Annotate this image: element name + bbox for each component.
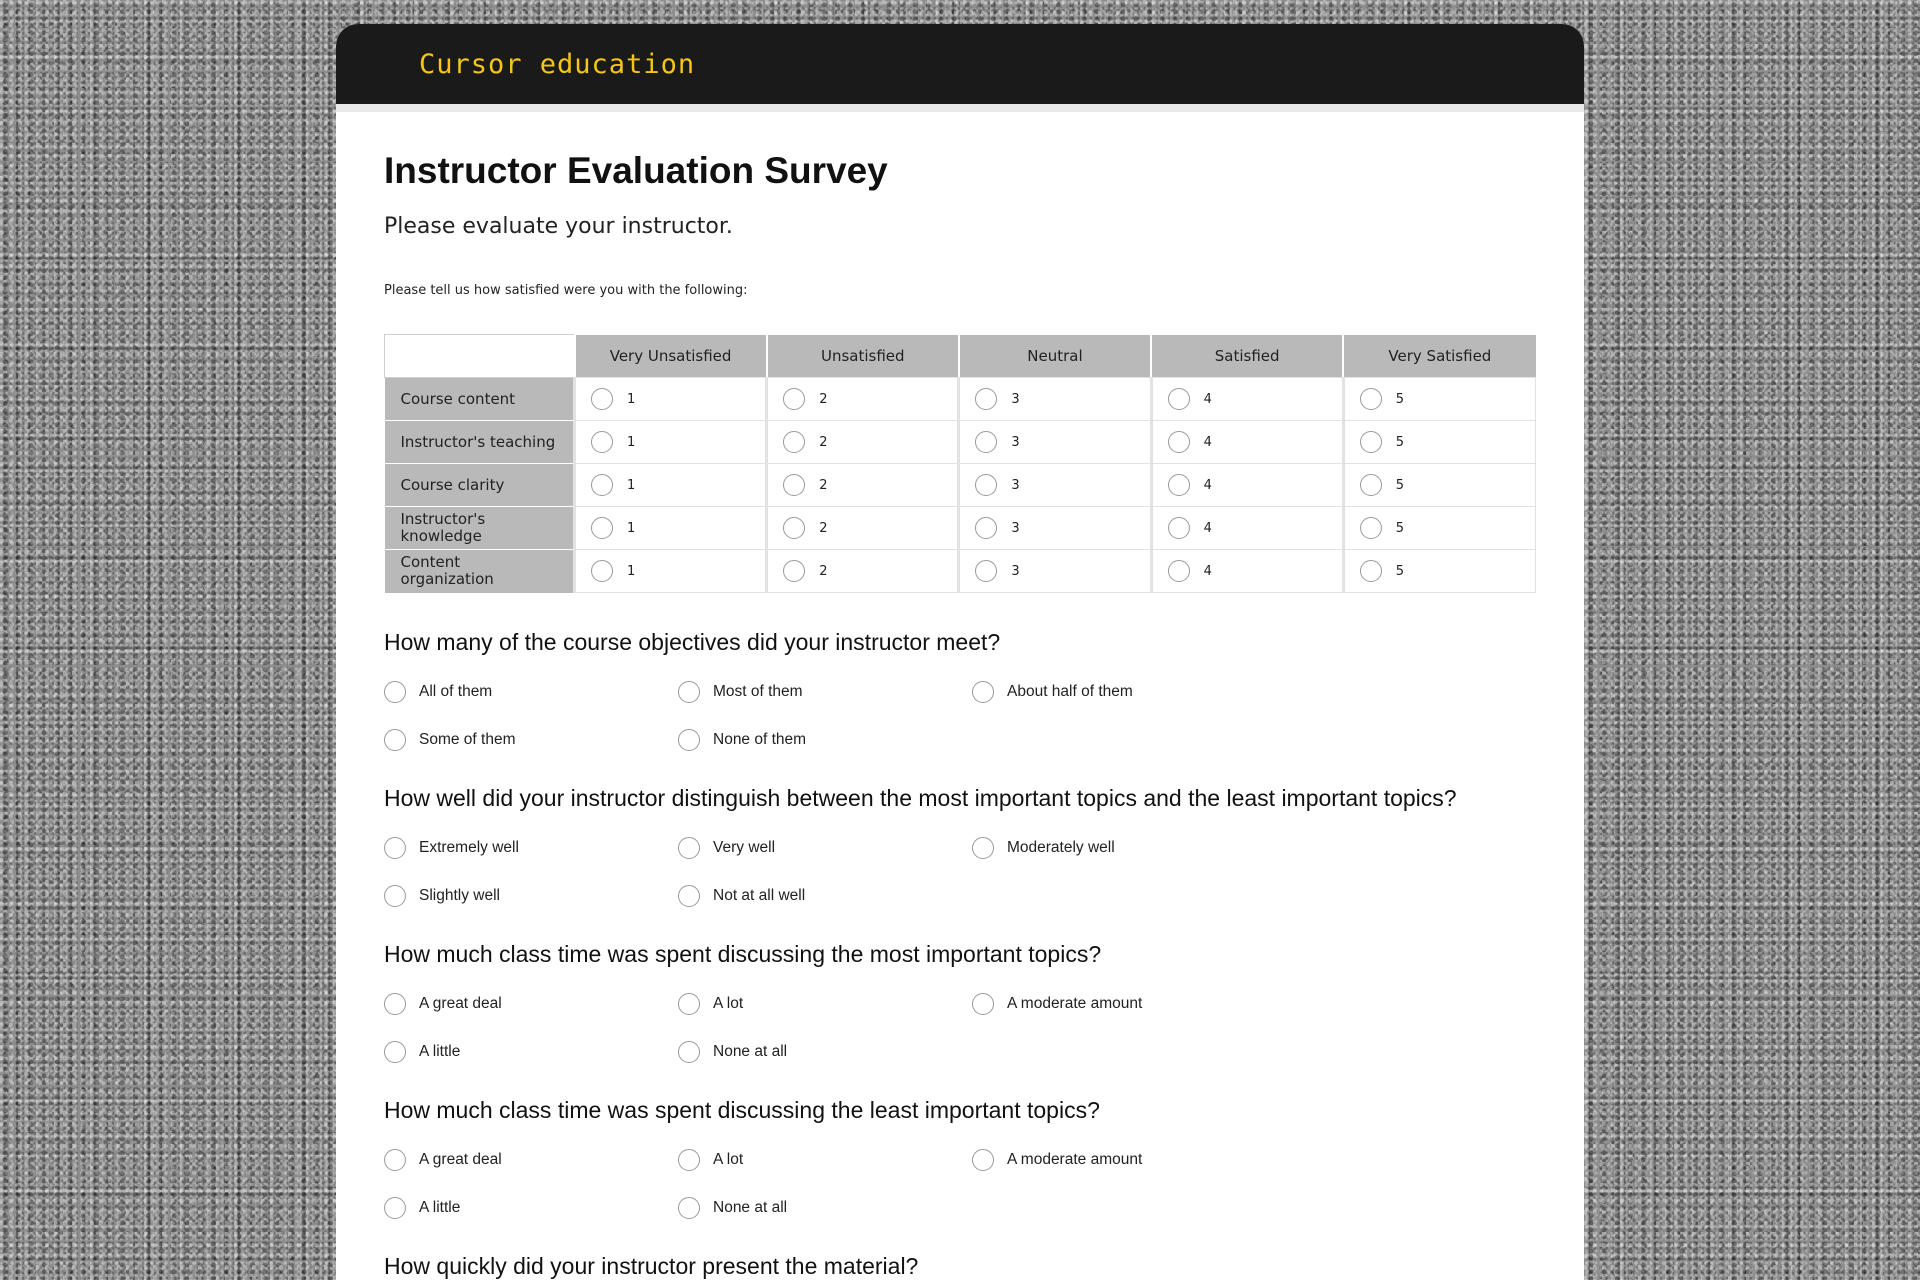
radio-button[interactable] <box>975 388 997 410</box>
matrix-cell[interactable] <box>1151 378 1343 421</box>
option-group <box>384 836 1536 907</box>
question-text: How many of the course objectives did your instructor meet? <box>384 629 1001 655</box>
matrix-cell[interactable] <box>767 464 959 507</box>
radio-button[interactable] <box>384 729 406 751</box>
radio-button[interactable] <box>1168 474 1190 496</box>
answer-option[interactable] <box>972 836 1266 859</box>
option-label[interactable]: None at all <box>713 1042 788 1060</box>
matrix-cell[interactable] <box>959 550 1151 593</box>
option-label[interactable]: None of them <box>713 730 807 748</box>
answer-option[interactable] <box>678 884 972 907</box>
option-label[interactable]: Most of them <box>713 682 803 700</box>
matrix-cell[interactable] <box>959 507 1151 550</box>
option-group <box>384 1148 1536 1219</box>
matrix-row <box>385 550 1536 593</box>
answer-option[interactable] <box>678 836 972 859</box>
rating-value: 3 <box>1011 563 1020 579</box>
rating-value: 4 <box>1203 563 1212 579</box>
rating-value: 5 <box>1395 563 1405 579</box>
answer-option[interactable] <box>384 992 678 1015</box>
rating-value: 4 <box>1203 520 1212 536</box>
radio-button[interactable] <box>591 474 613 496</box>
matrix-cell[interactable] <box>1151 550 1343 593</box>
matrix-cell[interactable] <box>1151 421 1343 464</box>
question-text: How quickly did your instructor present the material? <box>384 1253 919 1279</box>
option-label[interactable]: A lot <box>713 994 744 1012</box>
matrix-cell[interactable] <box>575 421 767 464</box>
header-divider <box>336 104 1584 112</box>
radio-button[interactable] <box>972 681 994 703</box>
satisfaction-matrix <box>384 334 1536 593</box>
matrix-column-header: Satisfied <box>1151 335 1343 378</box>
option-label[interactable]: About half of them <box>1007 682 1133 700</box>
radio-button[interactable] <box>972 993 994 1015</box>
matrix-cell[interactable] <box>1343 378 1535 421</box>
matrix-row <box>385 464 1536 507</box>
radio-button[interactable] <box>1360 474 1382 496</box>
option-group <box>384 680 1536 751</box>
rating-value: 5 <box>1395 477 1405 493</box>
matrix-cell[interactable] <box>1343 550 1535 593</box>
option-label[interactable]: Extremely well <box>419 838 519 856</box>
rating-value: 3 <box>1011 391 1020 407</box>
matrix-row <box>385 421 1536 464</box>
radio-button[interactable] <box>384 885 406 907</box>
radio-button[interactable] <box>1360 431 1382 453</box>
matrix-row-label: Course clarity <box>385 464 575 507</box>
matrix-cell[interactable] <box>767 550 959 593</box>
answer-option[interactable] <box>972 1148 1266 1171</box>
matrix-column-header: Neutral <box>959 335 1151 378</box>
rating-value: 3 <box>1011 434 1020 450</box>
answer-option[interactable] <box>972 992 1266 1015</box>
answer-option[interactable] <box>384 1196 678 1219</box>
answer-option[interactable] <box>678 728 972 751</box>
rating-value: 2 <box>819 391 828 407</box>
question-text: How much class time was spent discussing the most important topics? <box>384 941 1102 967</box>
radio-button[interactable] <box>384 681 406 703</box>
page-subtitle: Please evaluate your instructor. <box>384 214 733 239</box>
radio-button[interactable] <box>975 474 997 496</box>
matrix-cell[interactable] <box>575 464 767 507</box>
radio-button[interactable] <box>975 560 997 582</box>
matrix-row-label: Content organization <box>385 550 575 593</box>
rating-value: 3 <box>1011 520 1020 536</box>
answer-option[interactable] <box>384 1148 678 1171</box>
header-bar <box>336 24 1584 104</box>
radio-button[interactable] <box>591 517 613 539</box>
radio-button[interactable] <box>678 837 700 859</box>
option-label[interactable]: A great deal <box>419 994 502 1012</box>
radio-button[interactable] <box>384 1041 406 1063</box>
option-group <box>384 992 1536 1063</box>
option-label[interactable]: Moderately well <box>1007 838 1115 856</box>
radio-button[interactable] <box>384 1149 406 1171</box>
rating-value: 4 <box>1203 391 1212 407</box>
answer-option[interactable] <box>678 1040 972 1063</box>
radio-button[interactable] <box>678 729 700 751</box>
matrix-row-label: Instructor's knowledge <box>385 507 575 550</box>
rating-value: 2 <box>819 563 828 579</box>
option-label[interactable]: Very well <box>713 838 776 856</box>
matrix-row <box>385 378 1536 421</box>
option-label[interactable]: A little <box>419 1042 461 1060</box>
rating-value: 1 <box>627 391 636 407</box>
radio-button[interactable] <box>678 681 700 703</box>
matrix-cell[interactable] <box>959 378 1151 421</box>
rating-value: 4 <box>1203 434 1212 450</box>
rating-value: 5 <box>1395 391 1405 407</box>
page-title: Instructor Evaluation Survey <box>384 150 888 191</box>
rating-value: 1 <box>627 477 636 493</box>
matrix-corner <box>385 335 575 378</box>
radio-button[interactable] <box>384 837 406 859</box>
survey-card <box>336 24 1584 1280</box>
matrix-instruction: Please tell us how satisfied were you with the following: <box>384 283 748 298</box>
radio-button[interactable] <box>384 1197 406 1219</box>
radio-button[interactable] <box>591 431 613 453</box>
option-label[interactable]: All of them <box>419 682 493 700</box>
matrix-header-row <box>385 335 1536 378</box>
answer-option[interactable] <box>972 680 1266 703</box>
option-label[interactable]: A moderate amount <box>1007 1150 1143 1168</box>
option-label[interactable]: Slightly well <box>419 886 500 904</box>
option-label[interactable]: Some of them <box>419 730 516 748</box>
question-text: How well did your instructor distinguish between the most important topics and the least important topics? <box>384 785 1457 811</box>
matrix-row-label: Course content <box>385 378 575 421</box>
option-label[interactable]: A lot <box>713 1150 744 1168</box>
rating-value: 1 <box>627 563 636 579</box>
answer-option[interactable] <box>678 1148 972 1171</box>
radio-button[interactable] <box>1360 517 1382 539</box>
answer-option[interactable] <box>384 836 678 859</box>
radio-button[interactable] <box>591 560 613 582</box>
radio-button[interactable] <box>783 431 805 453</box>
matrix-cell[interactable] <box>1151 464 1343 507</box>
radio-button[interactable] <box>1168 560 1190 582</box>
radio-button[interactable] <box>678 1149 700 1171</box>
rating-value: 5 <box>1395 434 1405 450</box>
matrix-cell[interactable] <box>575 507 767 550</box>
answer-option[interactable] <box>384 884 678 907</box>
matrix-cell[interactable] <box>575 550 767 593</box>
rating-value: 4 <box>1203 477 1212 493</box>
radio-button[interactable] <box>975 517 997 539</box>
radio-button[interactable] <box>972 1149 994 1171</box>
rating-value: 2 <box>819 477 828 493</box>
matrix-cell[interactable] <box>767 421 959 464</box>
matrix-cell[interactable] <box>959 421 1151 464</box>
option-label[interactable]: A great deal <box>419 1150 502 1168</box>
matrix-column-header: Very Unsatisfied <box>575 335 767 378</box>
option-label[interactable]: A moderate amount <box>1007 994 1143 1012</box>
rating-value: 3 <box>1011 477 1020 493</box>
rating-value: 2 <box>819 434 828 450</box>
survey-content <box>336 112 1584 1280</box>
matrix-cell[interactable] <box>1343 464 1535 507</box>
option-label[interactable]: None at all <box>713 1198 788 1216</box>
matrix-cell[interactable] <box>575 378 767 421</box>
question-text: How much class time was spent discussing the least important topics? <box>384 1097 1100 1123</box>
radio-button[interactable] <box>678 1041 700 1063</box>
radio-button[interactable] <box>972 837 994 859</box>
answer-option[interactable] <box>384 680 678 703</box>
radio-button[interactable] <box>783 560 805 582</box>
radio-button[interactable] <box>783 474 805 496</box>
rating-value: 5 <box>1395 520 1405 536</box>
answer-option[interactable] <box>678 680 972 703</box>
radio-button[interactable] <box>975 431 997 453</box>
radio-button[interactable] <box>678 1197 700 1219</box>
matrix-cell[interactable] <box>1343 507 1535 550</box>
brand-logo-text[interactable]: Cursor education <box>419 48 696 80</box>
question-list <box>384 629 1536 1280</box>
rating-value: 1 <box>627 434 636 450</box>
option-label[interactable]: A little <box>419 1198 461 1216</box>
answer-option[interactable] <box>384 1040 678 1063</box>
matrix-column-header: Very Satisfied <box>1343 335 1535 378</box>
radio-button[interactable] <box>384 993 406 1015</box>
matrix-row-label: Instructor's teaching <box>385 421 575 464</box>
radio-button[interactable] <box>1168 388 1190 410</box>
answer-option[interactable] <box>678 992 972 1015</box>
radio-button[interactable] <box>1168 517 1190 539</box>
matrix-cell[interactable] <box>1151 507 1343 550</box>
option-label[interactable]: Not at all well <box>713 886 806 904</box>
matrix-cell[interactable] <box>1343 421 1535 464</box>
radio-button[interactable] <box>783 517 805 539</box>
radio-button[interactable] <box>1360 560 1382 582</box>
matrix-row <box>385 507 1536 550</box>
rating-value: 1 <box>627 520 636 536</box>
answer-option[interactable] <box>678 1196 972 1219</box>
matrix-column-header: Unsatisfied <box>767 335 959 378</box>
matrix-cell[interactable] <box>767 378 959 421</box>
radio-button[interactable] <box>783 388 805 410</box>
matrix-cell[interactable] <box>767 507 959 550</box>
radio-button[interactable] <box>678 885 700 907</box>
radio-button[interactable] <box>1360 388 1382 410</box>
radio-button[interactable] <box>1168 431 1190 453</box>
rating-value: 2 <box>819 520 828 536</box>
radio-button[interactable] <box>678 993 700 1015</box>
radio-button[interactable] <box>591 388 613 410</box>
matrix-cell[interactable] <box>959 464 1151 507</box>
answer-option[interactable] <box>384 728 678 751</box>
